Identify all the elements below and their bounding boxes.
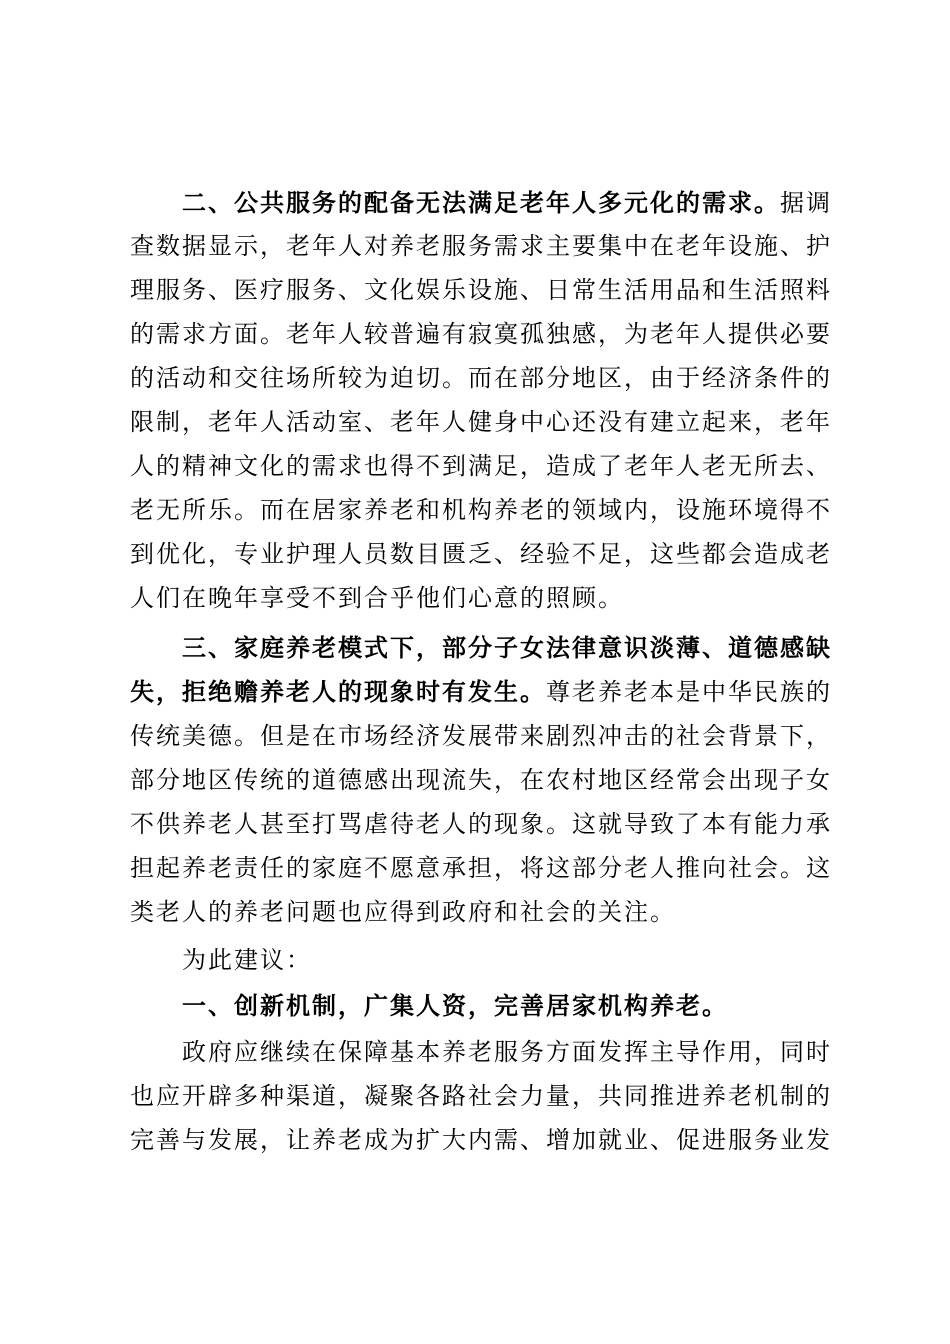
heading-bold: 二、公共服务的配备无法满足老年人多元化的需求。 <box>182 188 780 217</box>
text-line: 限制，老年人活动室、老年人健身中心还没有建立起来，老年 <box>130 408 830 436</box>
text-line: 政府应继续在保障基本养老服务方面发挥主导作用，同时 <box>182 1038 830 1066</box>
text-line: 到优化，专业护理人员数目匮乏、经验不足，这些都会造成老 <box>130 540 830 568</box>
text-line: 人的精神文化的需求也得不到满足，造成了老年人老无所去、 <box>130 452 830 480</box>
text-line: 理服务、医疗服务、文化娱乐设施、日常生活用品和生活照料 <box>130 276 830 304</box>
text-span: 据调 <box>780 189 830 217</box>
text-line: 人们在晚年享受不到合乎他们心意的照顾。 <box>130 584 624 612</box>
text-line: 完善与发展，让养老成为扩大内需、增加就业、促进服务业发 <box>130 1126 830 1154</box>
text-line <box>130 677 830 707</box>
text-line <box>182 188 830 218</box>
text-line: 的活动和交往场所较为迫切。而在部分地区，由于经济条件的 <box>130 364 830 392</box>
text-line: 的需求方面。老年人较普遍有寂寞孤独感，为老年人提供必要 <box>130 320 830 348</box>
heading-bold: 失，拒绝赡养老人的现象时有发生。 <box>130 677 546 706</box>
heading-bold: 三、家庭养老模式下，部分子女法律意识淡薄、道德感缺 <box>182 633 830 662</box>
text-line: 不供养老人甚至打骂虐待老人的现象。这就导致了本有能力承 <box>130 810 830 838</box>
suggestion-heading-one: 一、创新机制，广集人资，完善居家机构养老。 <box>182 991 728 1020</box>
text-line: 查数据显示，老年人对养老服务需求主要集中在老年设施、护 <box>130 232 830 260</box>
text-line <box>182 633 830 663</box>
text-line: 担起养老责任的家庭不愿意承担，将这部分老人推向社会。这 <box>130 854 830 882</box>
text-line: 传统美德。但是在市场经济发展带来剧烈冲击的社会背景下， <box>130 722 830 750</box>
text-line: 类老人的养老问题也应得到政府和社会的关注。 <box>130 898 676 926</box>
text-line: 也应开辟多种渠道，凝聚各路社会力量，共同推进养老机制的 <box>130 1082 830 1110</box>
text-line: 老无所乐。而在居家养老和机构养老的领域内，设施环境得不 <box>130 496 830 524</box>
text-line: 部分地区传统的道德感出现流失，在农村地区经常会出现子女 <box>130 766 830 794</box>
text-span: 尊老养老本是中华民族的 <box>546 678 830 706</box>
suggestion-intro: 为此建议： <box>182 946 312 974</box>
